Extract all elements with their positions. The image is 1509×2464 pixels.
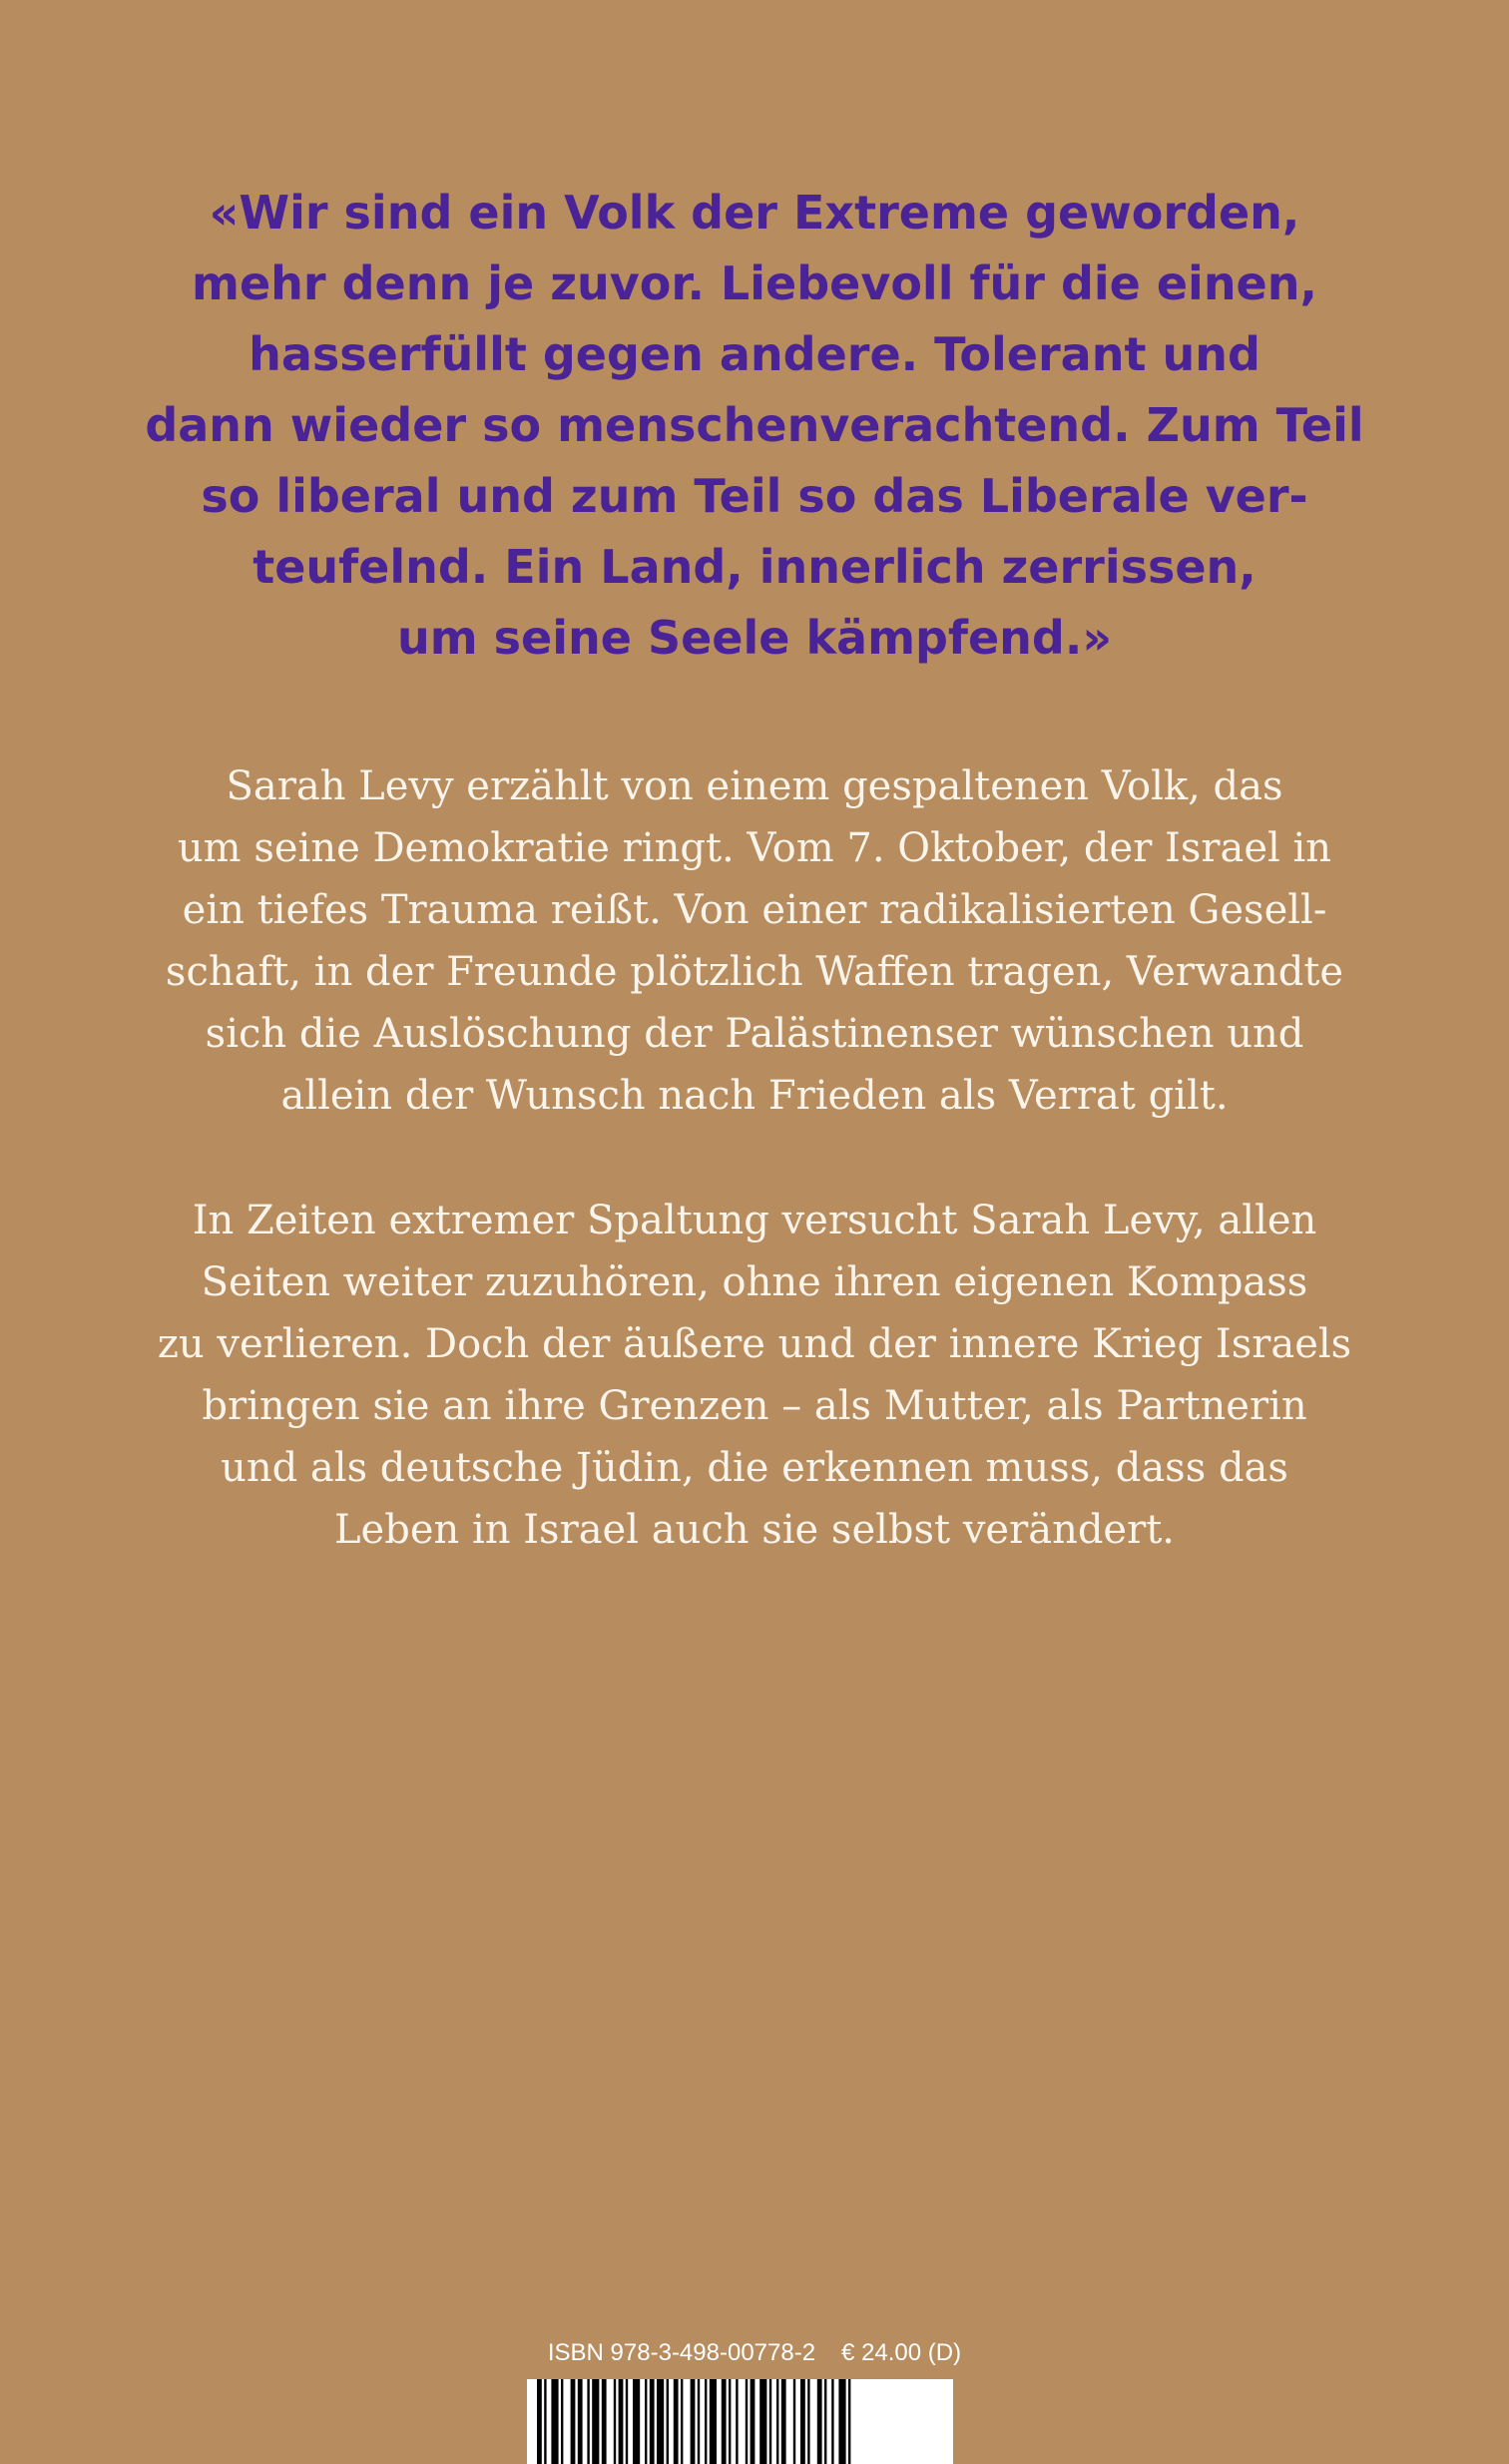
blurb-line: um seine Demokratie ringt. Vom 7. Oktober, der Israel in: [177, 825, 1332, 871]
barcode-graphic: [527, 2379, 953, 2464]
blurb-paragraph-2: [0, 1190, 1509, 1561]
isbn-price-line: [0, 2338, 1509, 2368]
barcode-bar: [848, 2379, 850, 2464]
quote-line: hasserfüllt gegen andere. Tolerant und: [249, 327, 1260, 381]
barcode-bar: [626, 2379, 628, 2464]
quote-line: mehr denn je zuvor. Liebevoll für die einen,: [192, 256, 1317, 310]
barcode-bar: [746, 2379, 748, 2464]
barcode-bar: [776, 2379, 778, 2464]
barcode-bar: [650, 2379, 655, 2464]
barcode-bar: [645, 2379, 647, 2464]
blurb-line: allein der Wunsch nach Frieden als Verrat gilt.: [280, 1073, 1229, 1119]
barcode-bar: [759, 2379, 766, 2464]
barcode-bar: [781, 2379, 786, 2464]
blurb-line: Seiten weiter zuzuhören, ohne ihren eigenen Kompass: [201, 1259, 1308, 1305]
barcode-bar: [602, 2379, 607, 2464]
barcode-bar: [831, 2379, 833, 2464]
barcode-bar: [657, 2379, 664, 2464]
pull-quote: [0, 178, 1509, 674]
barcode-bar: [537, 2379, 542, 2464]
barcode-bar: [587, 2379, 589, 2464]
barcode-bar: [800, 2379, 805, 2464]
barcode-bar: [592, 2379, 599, 2464]
barcode-bar: [667, 2379, 669, 2464]
barcode-bar: [698, 2379, 700, 2464]
barcode-bar: [817, 2379, 822, 2464]
barcode-bar: [691, 2379, 696, 2464]
barcode-bar: [614, 2379, 616, 2464]
barcode-bar: [674, 2379, 679, 2464]
barcode-bar: [710, 2379, 717, 2464]
barcode-bar: [751, 2379, 755, 2464]
barcode-icon: [527, 2379, 953, 2464]
blurb-line: schaft, in der Freunde plötzlich Waffen tragen, Verwandte: [165, 949, 1344, 995]
barcode-bar: [769, 2379, 771, 2464]
blurb-line: ein tiefes Trauma reißt. Von einer radikalisierten Gesell-: [182, 887, 1327, 933]
blurb-line: und als deutsche Jüdin, die erkennen muss, dass das: [221, 1445, 1288, 1491]
blurb-line: Leben in Israel auch sie selbst verändert.: [333, 1507, 1176, 1553]
blurb-line: bringen sie an ihre Grenzen – als Mutter, als Partnerin: [202, 1383, 1307, 1429]
blurb-paragraph-1: [0, 755, 1509, 1127]
price-label: € 24.00 (D): [841, 2339, 962, 2366]
barcode-bar: [705, 2379, 707, 2464]
barcode-bar: [824, 2379, 826, 2464]
isbn-number: ISBN 978-3-498-00778-2: [547, 2339, 816, 2366]
barcode-bar: [736, 2379, 738, 2464]
quote-line: so liberal und zum Teil so das Liberale ver-: [201, 469, 1308, 523]
barcode-bar: [551, 2379, 558, 2464]
quote-line: teufelnd. Ein Land, innerlich zerrissen,: [252, 540, 1257, 594]
barcode-bar: [544, 2379, 546, 2464]
blurb-line: zu verlieren. Doch der äußere und der innere Krieg Israels: [157, 1321, 1352, 1367]
barcode-bar: [793, 2379, 795, 2464]
quote-line: dann wieder so menschenverachtend. Zum Teil: [145, 398, 1364, 452]
barcode-bar: [722, 2379, 727, 2464]
barcode-bar: [807, 2379, 809, 2464]
barcode-bar: [838, 2379, 845, 2464]
quote-line: um seine Seele kämpfend.»: [396, 611, 1113, 665]
blurb-line: Sarah Levy erzählt von einem gespaltenen Volk, das: [226, 763, 1283, 809]
barcode-bar: [619, 2379, 624, 2464]
barcode-bar: [633, 2379, 640, 2464]
blurb-line: In Zeiten extremer Spaltung versucht Sarah Levy, allen: [192, 1198, 1317, 1243]
barcode-bar: [681, 2379, 683, 2464]
barcode-bar: [571, 2379, 576, 2464]
barcode-bar: [578, 2379, 583, 2464]
quote-line: «Wir sind ein Volk der Extreme geworden,: [209, 186, 1300, 240]
barcode-bar: [561, 2379, 563, 2464]
blurb-line: sich die Auslöschung der Palästinenser wünschen und: [205, 1011, 1304, 1057]
barcode-bar: [729, 2379, 731, 2464]
